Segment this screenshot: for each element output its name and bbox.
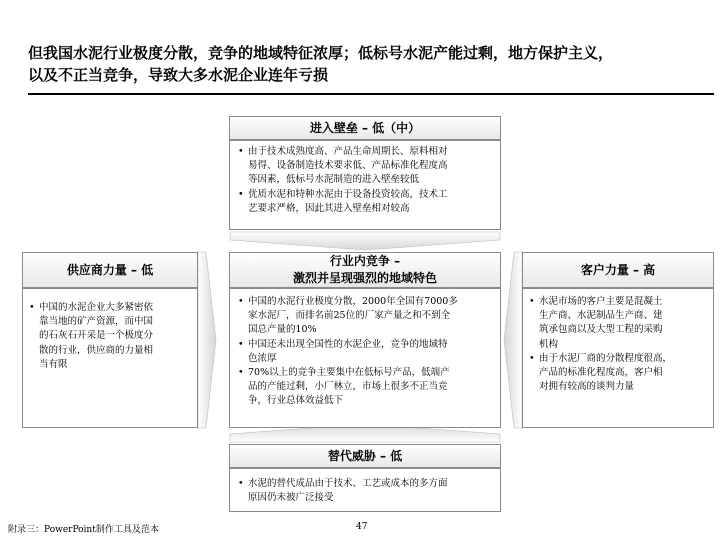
customer-power-title: 客户力量 – 高 <box>580 262 656 277</box>
entry-barrier-box <box>229 140 501 230</box>
substitutes-title: 替代威胁 – 低 <box>327 448 403 463</box>
list-item: • 水泥市场的客户主要是混凝土 生产商、水泥制品生产商、建 筑承包商以及大型工程的采购 机构 <box>529 295 707 352</box>
substitutes-header <box>229 444 501 468</box>
supplier-power-bullets <box>29 301 191 372</box>
customer-power-bullets <box>529 295 707 394</box>
entry-barrier-header <box>229 116 501 140</box>
customer-power-box <box>522 288 714 428</box>
rivalry-bullets <box>238 295 492 409</box>
rivalry-header <box>229 252 501 288</box>
entry-barrier-title: 进入壁垒 – 低（中） <box>309 120 421 135</box>
arrow-left-icon <box>504 252 522 428</box>
supplier-power-box <box>22 288 198 428</box>
supplier-power-title: 供应商力量 – 低 <box>66 262 154 277</box>
arrow-right-icon <box>198 252 216 428</box>
rivalry-box <box>229 288 501 428</box>
list-item: • 由于水泥厂商的分散程度很高， 产品的标准化程度高，客户相 对拥有较高的谈判力量 <box>529 352 707 395</box>
list-item: • 中国的水泥行业极度分散，2000年全国有7000多 家水泥厂，而排名前25位的厂家产量之和不到全 国总产量的10% <box>238 295 492 338</box>
headline-line-2: 以及不正当竞争，导致大多水泥企业连年亏损 <box>28 66 329 84</box>
substitutes-box <box>229 468 501 512</box>
list-item: • 优质水泥和特种水泥由于设备投资较高，技术工 艺要求严格，因此其进入壁垒相对较高 <box>238 188 492 216</box>
customer-power-header <box>522 252 714 288</box>
list-item: • 由于技术成熟度高、产品生命周期长、原料相对 易得、设备制造技术要求低、产品标准化程度高 等因素，低标号水泥制造的进入壁垒较低 <box>238 145 492 188</box>
rivalry-title-line-1: 行业内竞争 – <box>329 254 401 268</box>
list-item: • 70%以上的竞争主要集中在低标号产品，低端产 品的产能过剩，小厂林立，市场上很多不正当竞 争，行业总体效益低下 <box>238 366 492 409</box>
list-item: • 中国的水泥企业大多紧密依 靠当地的矿产资源，而中国 的石灰石开采是一个极度分 散的行业，供应商的力量相 当有限 <box>29 301 191 372</box>
rivalry-title-line-2: 激烈并呈现强烈的地域特色 <box>292 271 437 285</box>
list-item: • 中国还未出现全国性的水泥企业，竞争的地域特 色浓厚 <box>238 338 492 366</box>
footer-label: 附录三：PowerPoint制作工具及范本 <box>8 525 159 535</box>
supplier-power-header <box>22 252 198 288</box>
entry-barrier-bullets <box>238 145 492 216</box>
headline-line-1: 但我国水泥行业极度分散，竞争的地域特征浓厚；低标号水泥产能过剩，地方保护主义， <box>28 44 614 62</box>
list-item: • 水泥的替代成品由于技术、工艺或成本的多方面 原因仍未被广泛接受 <box>238 477 492 505</box>
arrow-down-icon <box>230 232 500 250</box>
substitutes-bullets <box>238 477 492 505</box>
page-number: 47 <box>356 522 368 532</box>
